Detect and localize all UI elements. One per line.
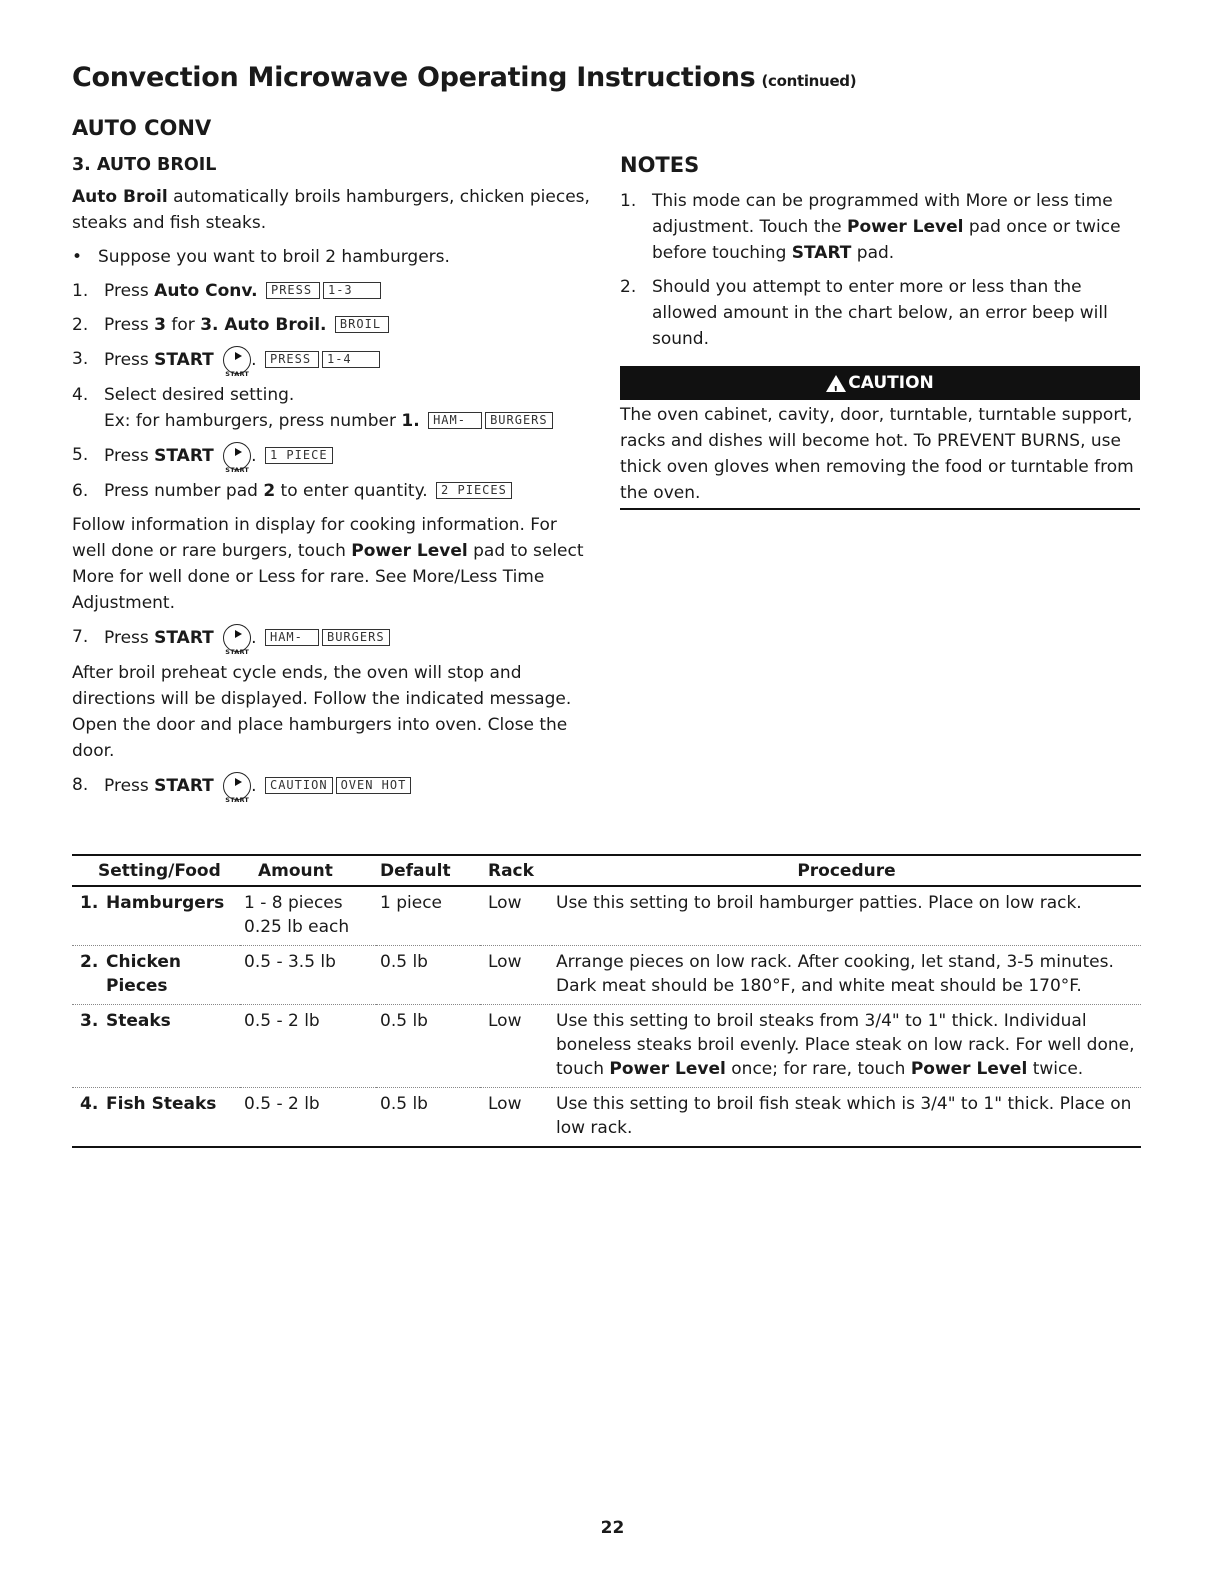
lcd-display: HAM- <box>265 629 319 646</box>
step-number: 8. <box>72 775 89 795</box>
start-button-icon: START <box>223 772 251 800</box>
step-bold: START <box>154 350 214 370</box>
step-number: 2. <box>72 315 89 335</box>
food-cell: 2. Chicken Pieces <box>80 952 181 996</box>
step-number: 3. <box>72 349 89 369</box>
step-1 <box>72 278 592 304</box>
procedure-cell: Use this setting to broil hamburger patties. Place on low rack. <box>556 893 1082 913</box>
step-bold: START <box>154 776 214 796</box>
intro-bold: Auto Broil <box>72 187 168 207</box>
step-bold: 2 <box>263 481 276 501</box>
step-bold: 3 <box>154 315 166 335</box>
food-cell: 1. Hamburgers <box>80 893 225 913</box>
step-bold: START <box>154 628 214 648</box>
step-6 <box>72 478 592 504</box>
lcd-display: CAUTION <box>265 777 333 794</box>
step-text: Press number pad <box>104 481 264 501</box>
lcd-display: 2 PIECES <box>436 482 512 499</box>
start-button-icon: START <box>223 442 251 470</box>
table-row <box>72 886 1141 946</box>
step-example: Ex: for hamburgers, press number 1. HAM- BURGERS <box>104 408 592 434</box>
lcd-display: BURGERS <box>485 412 553 429</box>
default-cell: 0.5 lb <box>380 952 428 972</box>
step-number: 5. <box>72 445 89 465</box>
column-header: Procedure <box>797 861 896 881</box>
step-number: 7. <box>72 627 89 647</box>
auto-broil-instructions <box>72 152 592 808</box>
page-number: 22 <box>600 1518 625 1538</box>
notes-heading: NOTES <box>620 153 700 177</box>
step-text: for <box>166 315 201 335</box>
step-bold: START <box>154 446 214 466</box>
page-title <box>72 62 856 93</box>
step-number: 4. <box>72 385 89 405</box>
column-header: Default <box>380 861 451 881</box>
notes-section <box>620 152 1140 510</box>
caution-text: The oven cabinet, cavity, door, turntable, turntable support, racks and dishes will become hot. To PREVENT BURNS, use thick oven gloves when removing the food or turntable from the oven. <box>620 400 1140 510</box>
table-row <box>72 1005 1141 1088</box>
step-text: Press <box>104 350 155 370</box>
preheat-paragraph: After broil preheat cycle ends, the oven will stop and directions will be displayed. Follow the indicated message. Open the door and place hamburgers into oven. Close the door. <box>72 663 572 761</box>
lcd-display: BROIL <box>335 316 389 333</box>
default-cell: 0.5 lb <box>380 1011 428 1031</box>
food-cell: 4. Fish Steaks <box>80 1094 217 1114</box>
section-title: AUTO CONV <box>72 116 212 140</box>
column-header: Rack <box>488 861 534 881</box>
procedure-cell: Use this setting to broil fish steak which is 3/4" to 1" thick. Place on low rack. <box>556 1094 1132 1138</box>
caution-label: CAUTION <box>848 373 934 393</box>
step-text: Press <box>104 315 155 335</box>
amount-cell: 0.5 - 3.5 lb <box>244 952 336 972</box>
lcd-display: 1 PIECE <box>265 447 333 464</box>
step-text: Press <box>104 628 155 648</box>
intro-paragraph <box>72 184 592 236</box>
auto-broil-chart <box>72 854 1141 1148</box>
step-text: Press <box>104 281 155 301</box>
lcd-display: OVEN HOT <box>336 777 412 794</box>
step-text: Press <box>104 446 155 466</box>
step-8: 8. Press START START . CAUTION OVEN HOT <box>72 772 592 800</box>
step-3: 3. Press START START . PRESS 1-4 <box>72 346 592 374</box>
amount-cell: 0.5 - 2 lb <box>244 1094 320 1114</box>
step-text: Press <box>104 776 155 796</box>
step-5: 5. Press START START . 1 PIECE <box>72 442 592 470</box>
auto-broil-heading: 3. AUTO BROIL <box>72 155 217 175</box>
column-header: Setting/Food <box>98 861 221 881</box>
step-bold: 3. Auto Broil. <box>200 315 327 335</box>
step-2 <box>72 312 592 338</box>
food-cell: 3. Steaks <box>80 1011 171 1031</box>
start-button-icon: START <box>223 624 251 652</box>
rack-cell: Low <box>488 1011 522 1031</box>
lcd-display: 1-4 <box>322 351 380 368</box>
step-text: to enter quantity. <box>275 481 428 501</box>
intro-text: automatically broils hamburgers, chicken pieces, steaks and fish steaks. <box>72 187 590 233</box>
lcd-display: PRESS <box>265 351 319 368</box>
table-row <box>72 1088 1141 1148</box>
column-header: Amount <box>258 861 333 881</box>
continued-label: (continued) <box>761 72 857 90</box>
display-info-paragraph: Follow information in display for cooking information. For well done or rare burgers, touch Power Level pad to select More for well done or Less for rare. See More/Less Time Adjustment. <box>72 515 584 613</box>
warning-icon <box>826 375 846 392</box>
note-1: 1. This mode can be programmed with More or less time adjustment. Touch the Power Level pad once or twice before touching START pad. <box>620 191 1121 263</box>
amount-cell: 0.5 - 2 lb <box>244 1011 320 1031</box>
step-number: 6. <box>72 481 89 501</box>
note-2: 2. Should you attempt to enter more or less than the allowed amount in the chart below, an error beep will sound. <box>620 277 1108 349</box>
amount-cell: 1 - 8 pieces 0.25 lb each <box>244 893 350 937</box>
lcd-display: BURGERS <box>322 629 390 646</box>
lcd-display: 1-3 <box>323 282 381 299</box>
caution-banner <box>620 366 1140 400</box>
default-cell: 0.5 lb <box>380 1094 428 1114</box>
lcd-display: HAM- <box>428 412 482 429</box>
default-cell: 1 piece <box>380 893 442 913</box>
lcd-display: PRESS <box>266 282 320 299</box>
step-7: 7. Press START START . HAM- BURGERS <box>72 624 592 652</box>
procedure-cell: Arrange pieces on low rack. After cooking, let stand, 3-5 minutes. Dark meat should be 180°F, and white meat should be 170°F. <box>556 952 1114 996</box>
page-title-text: Convection Microwave Operating Instructions <box>72 62 756 93</box>
table-header-row <box>72 855 1141 886</box>
step-bold: Auto Conv. <box>154 281 258 301</box>
rack-cell: Low <box>488 1094 522 1114</box>
procedure-cell: Use this setting to broil steaks from 3/4" to 1" thick. Individual boneless steaks broil evenly. Place steak on low rack. For well done, touch Power Level once; for rare, touch Power Level twice. <box>556 1011 1135 1079</box>
step-number: 1. <box>72 281 89 301</box>
rack-cell: Low <box>488 893 522 913</box>
table-row <box>72 946 1141 1005</box>
start-button-icon: START <box>223 346 251 374</box>
rack-cell: Low <box>488 952 522 972</box>
example-bullet: • Suppose you want to broil 2 hamburgers. <box>72 244 592 270</box>
step-4 <box>72 382 592 434</box>
step-text: Select desired setting. <box>104 385 295 405</box>
